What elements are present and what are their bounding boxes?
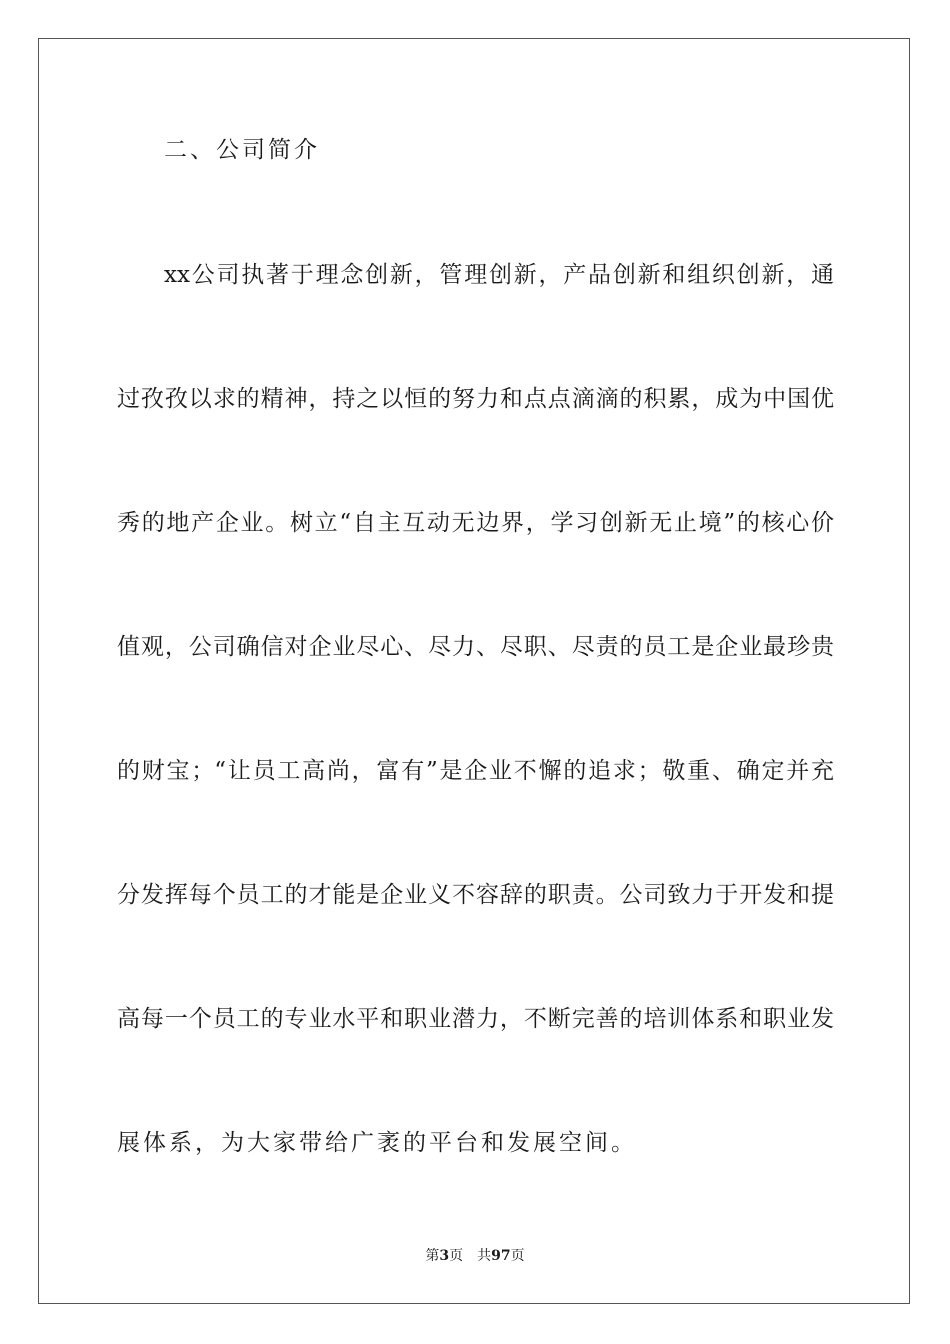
footer-total-suffix: 页 <box>510 1248 525 1264</box>
paragraph-line: 的财宝；“让员工高尚，富有”是企业不懈的追求；敬重、确定并充 <box>117 758 834 784</box>
paragraph-line: 值观，公司确信对企业尽心、尽力、尽职、尽责的员工是企业最珍贵 <box>117 634 834 660</box>
page-border <box>38 38 910 1304</box>
paragraph-line: xx公司执著于理念创新，管理创新，产品创新和组织创新，通 <box>164 262 834 288</box>
footer-total-prefix: 共 <box>477 1248 492 1264</box>
section-heading: 二、公司简介 <box>164 137 320 163</box>
page-footer <box>0 1246 950 1266</box>
paragraph-line: 展体系，为大家带给广袤的平台和发展空间。 <box>117 1130 637 1156</box>
footer-page-suffix: 页 <box>449 1248 464 1264</box>
paragraph-line: 高每一个员工的专业水平和职业潜力，不断完善的培训体系和职业发 <box>117 1006 834 1032</box>
paragraph-line: 秀的地产企业。树立“自主互动无边界，学习创新无止境”的核心价 <box>117 510 834 536</box>
footer-page-prefix: 第 <box>425 1248 440 1264</box>
paragraph-line: 分发挥每个员工的才能是企业义不容辞的职责。公司致力于开发和提 <box>117 882 834 908</box>
paragraph-line: 过孜孜以求的精神，持之以恒的努力和点点滴滴的积累，成为中国优 <box>117 386 834 412</box>
footer-page-number: 3 <box>439 1248 450 1264</box>
footer-total-pages: 97 <box>491 1248 511 1264</box>
